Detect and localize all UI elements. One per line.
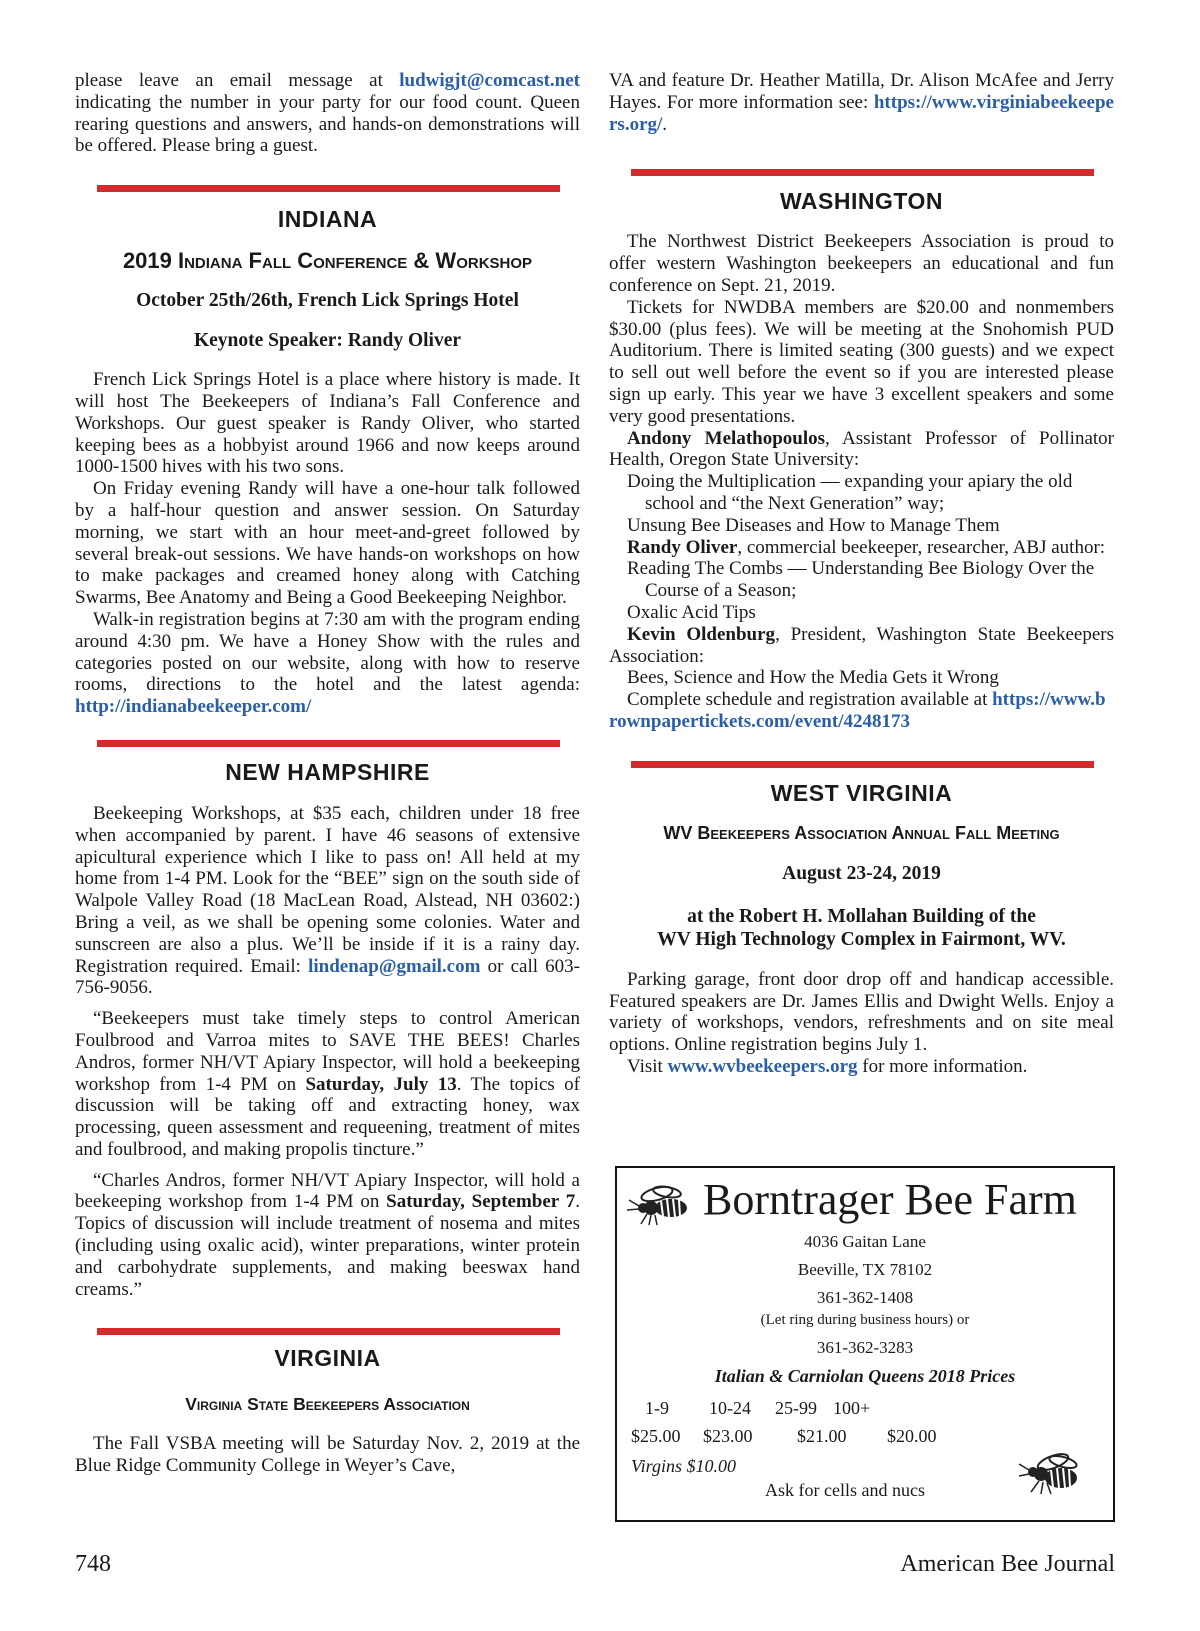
nh-paragraph-2 xyxy=(75,1008,580,1161)
price-2: $23.00 xyxy=(703,1426,753,1446)
wv-paragraph-2 xyxy=(609,1056,1114,1078)
virginia-website-link[interactable]: https://www.virginiabeekeepers.org/ xyxy=(609,91,1114,135)
right-column xyxy=(609,70,1114,1078)
nh-paragraph-3-text: “Charles Andros, former NH/VT Apiary Inspector, will hold a beekeeping workshop from 1-4 PM on xyxy=(75,1169,580,1213)
intro-text: please leave an email message at xyxy=(75,70,400,91)
washington-speaker-1 xyxy=(609,428,1114,472)
washington-paragraph-1: The Northwest District Beekeepers Association is proud to offer western Washington beekeepers an educational and fun conference on Sept. 21, 2019. xyxy=(609,231,1114,296)
wv-subtitle: WV Beekeepers Association Annual Fall Meeting xyxy=(663,822,1060,843)
ad-note: (Let ring during business hours) or xyxy=(760,1312,970,1328)
price-1: $25.00 xyxy=(631,1426,681,1446)
section-divider xyxy=(97,740,560,747)
virgins-price: Virgins $10.00 xyxy=(631,1456,737,1476)
washington-speaker-1-topic-2: Unsung Bee Diseases and How to Manage Them xyxy=(627,514,1000,536)
wv-paragraph-2-text: Visit xyxy=(627,1055,668,1077)
borntrager-ad xyxy=(615,1166,1115,1522)
tier-2: 10-24 xyxy=(709,1398,751,1418)
virginia-heading: VIRGINIA xyxy=(274,1345,381,1372)
washington-speaker-3-topic-1: Bees, Science and How the Media Gets it Wrong xyxy=(627,667,999,689)
nh-paragraph-2-rest: . The topics of discussion will be taking off and extracting honey, wax processing, queen assessment and requeening, treatment of mites and foulbrood, and making propolis tincture.” xyxy=(75,1073,580,1160)
price-4: $20.00 xyxy=(887,1426,937,1446)
ad-title: Borntrager Bee Farm xyxy=(703,1175,1077,1224)
west-virginia-heading: WEST VIRGINIA xyxy=(770,779,953,806)
intro-email-link[interactable]: ludwigjt@comcast.net xyxy=(399,70,580,91)
cells-note: Ask for cells and nucs xyxy=(765,1480,925,1500)
washington-paragraph-2: Tickets for NWDBA members are $20.00 and nonmembers $30.00 (plus fees). We will be meeting at the Snohomish PUD Auditorium. There is limited seating (300 guests) and we expect to sell out well before the event so if you are interested please sign up early. This year we have 3 excellent speakers and some very good presentations. xyxy=(609,296,1114,427)
virginia-continued xyxy=(609,70,1114,135)
wv-venue-line-1: at the Robert H. Mollahan Building of the xyxy=(687,905,1036,927)
virginia-subtitle: Virginia State Beekeepers Association xyxy=(185,1394,470,1415)
tier-4: 100+ xyxy=(833,1398,871,1418)
nh-paragraph-1-text: Beekeeping Workshops, at $35 each, children under 18 free when accompanied by parent. I have 46 seasons of extensive apicultural experience which I like to pass on! All held at my home from 1-4 PM. Look for the “BEE” sign on the south side of Walpole Valley Road (18 MacLean Road, Alstead, NH 03602:) Bring a veil, as we shall be opening some colonies. Water and sunscreen are also a plus. We’ll be inside if it is a rainy day. Registration required. Email: xyxy=(75,802,580,977)
indiana-paragraph-3 xyxy=(75,609,580,718)
section-divider xyxy=(97,1328,560,1335)
bee-icon xyxy=(1017,1450,1087,1498)
speaker-1-desc: , Assistant Professor of Pollinator Health, Oregon State University: xyxy=(609,427,1114,471)
washington-closing-text: Complete schedule and registration available at xyxy=(627,689,993,711)
nh-paragraph-1 xyxy=(75,803,580,999)
section-divider xyxy=(631,169,1094,176)
washington-heading: WASHINGTON xyxy=(779,188,944,215)
new-hampshire-heading: NEW HAMPSHIRE xyxy=(225,758,430,785)
page-number: 748 xyxy=(75,1551,111,1577)
price-3: $21.00 xyxy=(797,1426,847,1446)
wv-venue-line-2: WV High Technology Complex in Fairmont, WV. xyxy=(657,928,1066,950)
wv-paragraph-2-rest: for more information. xyxy=(857,1055,1028,1077)
ad-tagline: Italian & Carniolan Queens 2018 Prices xyxy=(714,1366,1016,1386)
indiana-date: October 25th/26th, French Lick Springs Hotel xyxy=(136,290,519,312)
washington-speaker-2 xyxy=(609,537,1114,559)
intro-paragraph xyxy=(75,70,580,157)
ad-address: 4036 Gaitan Lane xyxy=(804,1232,926,1251)
tier-3: 25-99 xyxy=(775,1398,817,1418)
virginia-paragraph-1: The Fall VSBA meeting will be Saturday Nov. 2, 2019 at the Blue Ridge Community College in Weyer’s Cave, xyxy=(75,1433,580,1477)
ad-phone-1: 361-362-1408 xyxy=(816,1288,914,1307)
nh-email-link[interactable]: lindenap@gmail.com xyxy=(308,955,481,977)
bee-icon xyxy=(623,1182,695,1226)
indiana-paragraph-3-text: Walk-in registration begins at 7:30 am with the program ending around 4:30 pm. We have a Honey Show with the rules and categories posted on our website, along with how to reserve rooms, directions to the hotel and the latest agenda: xyxy=(75,608,580,696)
indiana-paragraph-2: On Friday evening Randy will have a one-hour talk followed by a half-hour question and answer session. On Saturday morning, we start with an hour meet-and-greet followed by several break-out sessions. We have hands-on workshops on how to make packages and creamed honey along with Catching Swarms, Bee Anatomy and Being a Good Beekeeping Neighbor. xyxy=(75,478,580,609)
nh-date-july: Saturday, July 13 xyxy=(305,1073,457,1095)
speaker-2-desc: , commercial beekeeper, researcher, ABJ author: xyxy=(737,536,1106,558)
virginia-continued-text: VA and feature Dr. Heather Matilla, Dr. Alison McAfee and Jerry Hayes. For more information see: xyxy=(609,70,1114,113)
washington-speaker-2-topic-2: Oxalic Acid Tips xyxy=(627,601,756,623)
ad-city: Beeville, TX 78102 xyxy=(797,1260,933,1279)
indiana-keynote: Keynote Speaker: Randy Oliver xyxy=(193,330,462,352)
publication-name: American Bee Journal xyxy=(900,1551,1115,1577)
speaker-3-name: Kevin Oldenburg xyxy=(627,623,776,645)
speaker-3-desc: , President, Washington State Beekeepers Association: xyxy=(609,623,1115,667)
speaker-2-name: Randy Oliver xyxy=(627,536,738,558)
wv-paragraph-1: Parking garage, front door drop off and handicap accessible. Featured speakers are Dr. James Ellis and Dwight Wells. Enjoy a variety of workshops, vendors, refreshments and on site meal options. Online registration begins July 1. xyxy=(609,968,1114,1056)
speaker-1-name: Andony Melathopoulos xyxy=(627,427,826,449)
ad-phone-2: 361-362-3283 xyxy=(816,1338,914,1357)
left-column xyxy=(75,70,580,1477)
tier-1: 1-9 xyxy=(645,1398,669,1418)
nh-paragraph-3 xyxy=(75,1170,580,1301)
washington-tickets-link[interactable]: https://www.brownpapertickets.com/event/4248173 xyxy=(609,689,1106,732)
washington-speaker-1-topic-1: Doing the Multiplication — expanding your apiary the old school and “the Next Generation” way; xyxy=(627,471,1073,514)
section-divider xyxy=(97,185,560,192)
intro-text-rest: indicating the number in your party for our food count. Queen rearing questions and answers, and hands-on demonstrations will be offered. Please bring a guest. xyxy=(75,91,580,157)
washington-speaker-3 xyxy=(609,624,1114,668)
nh-date-september: Saturday, September 7 xyxy=(386,1191,576,1213)
indiana-subtitle: 2019 Indiana Fall Conference & Workshop xyxy=(122,248,533,274)
indiana-paragraph-1: French Lick Springs Hotel is a place where history is made. It will host The Beekeepers of Indiana’s Fall Conference and Workshops. Our guest speaker is Randy Oliver, who started keeping bees as a hobbyist around 1966 and now keeps around 1000-1500 hives with his two sons. xyxy=(75,369,580,478)
nh-paragraph-2-text: “Beekeepers must take timely steps to control American Foulbrood and Varroa mites to SAVE THE BEES! Charles Andros, former NH/VT Apiary Inspector, will hold a beekeeping workshop from 1-4 PM on xyxy=(75,1008,580,1095)
nh-paragraph-3-rest: . Topics of discussion will include treatment of nosema and mites (including using oxalic acid), winter preparations, winter protein and carbohydrate supplements, and making beeswax hand creams.” xyxy=(75,1191,580,1300)
section-divider xyxy=(631,761,1094,768)
washington-closing xyxy=(609,689,1114,733)
wv-date: August 23-24, 2019 xyxy=(782,862,941,884)
washington-speaker-2-topic-1: Reading The Combs — Understanding Bee Biology Over the Course of a Season; xyxy=(627,558,1095,602)
indiana-website-link[interactable]: http://indianabeekeeper.com/ xyxy=(75,696,312,718)
wv-website-link[interactable]: www.wvbeekeepers.org xyxy=(667,1055,858,1077)
nh-paragraph-1-end: or call 603-756-9056. xyxy=(75,955,581,999)
virginia-continued-end: . xyxy=(662,113,668,135)
indiana-heading: INDIANA xyxy=(277,206,378,233)
